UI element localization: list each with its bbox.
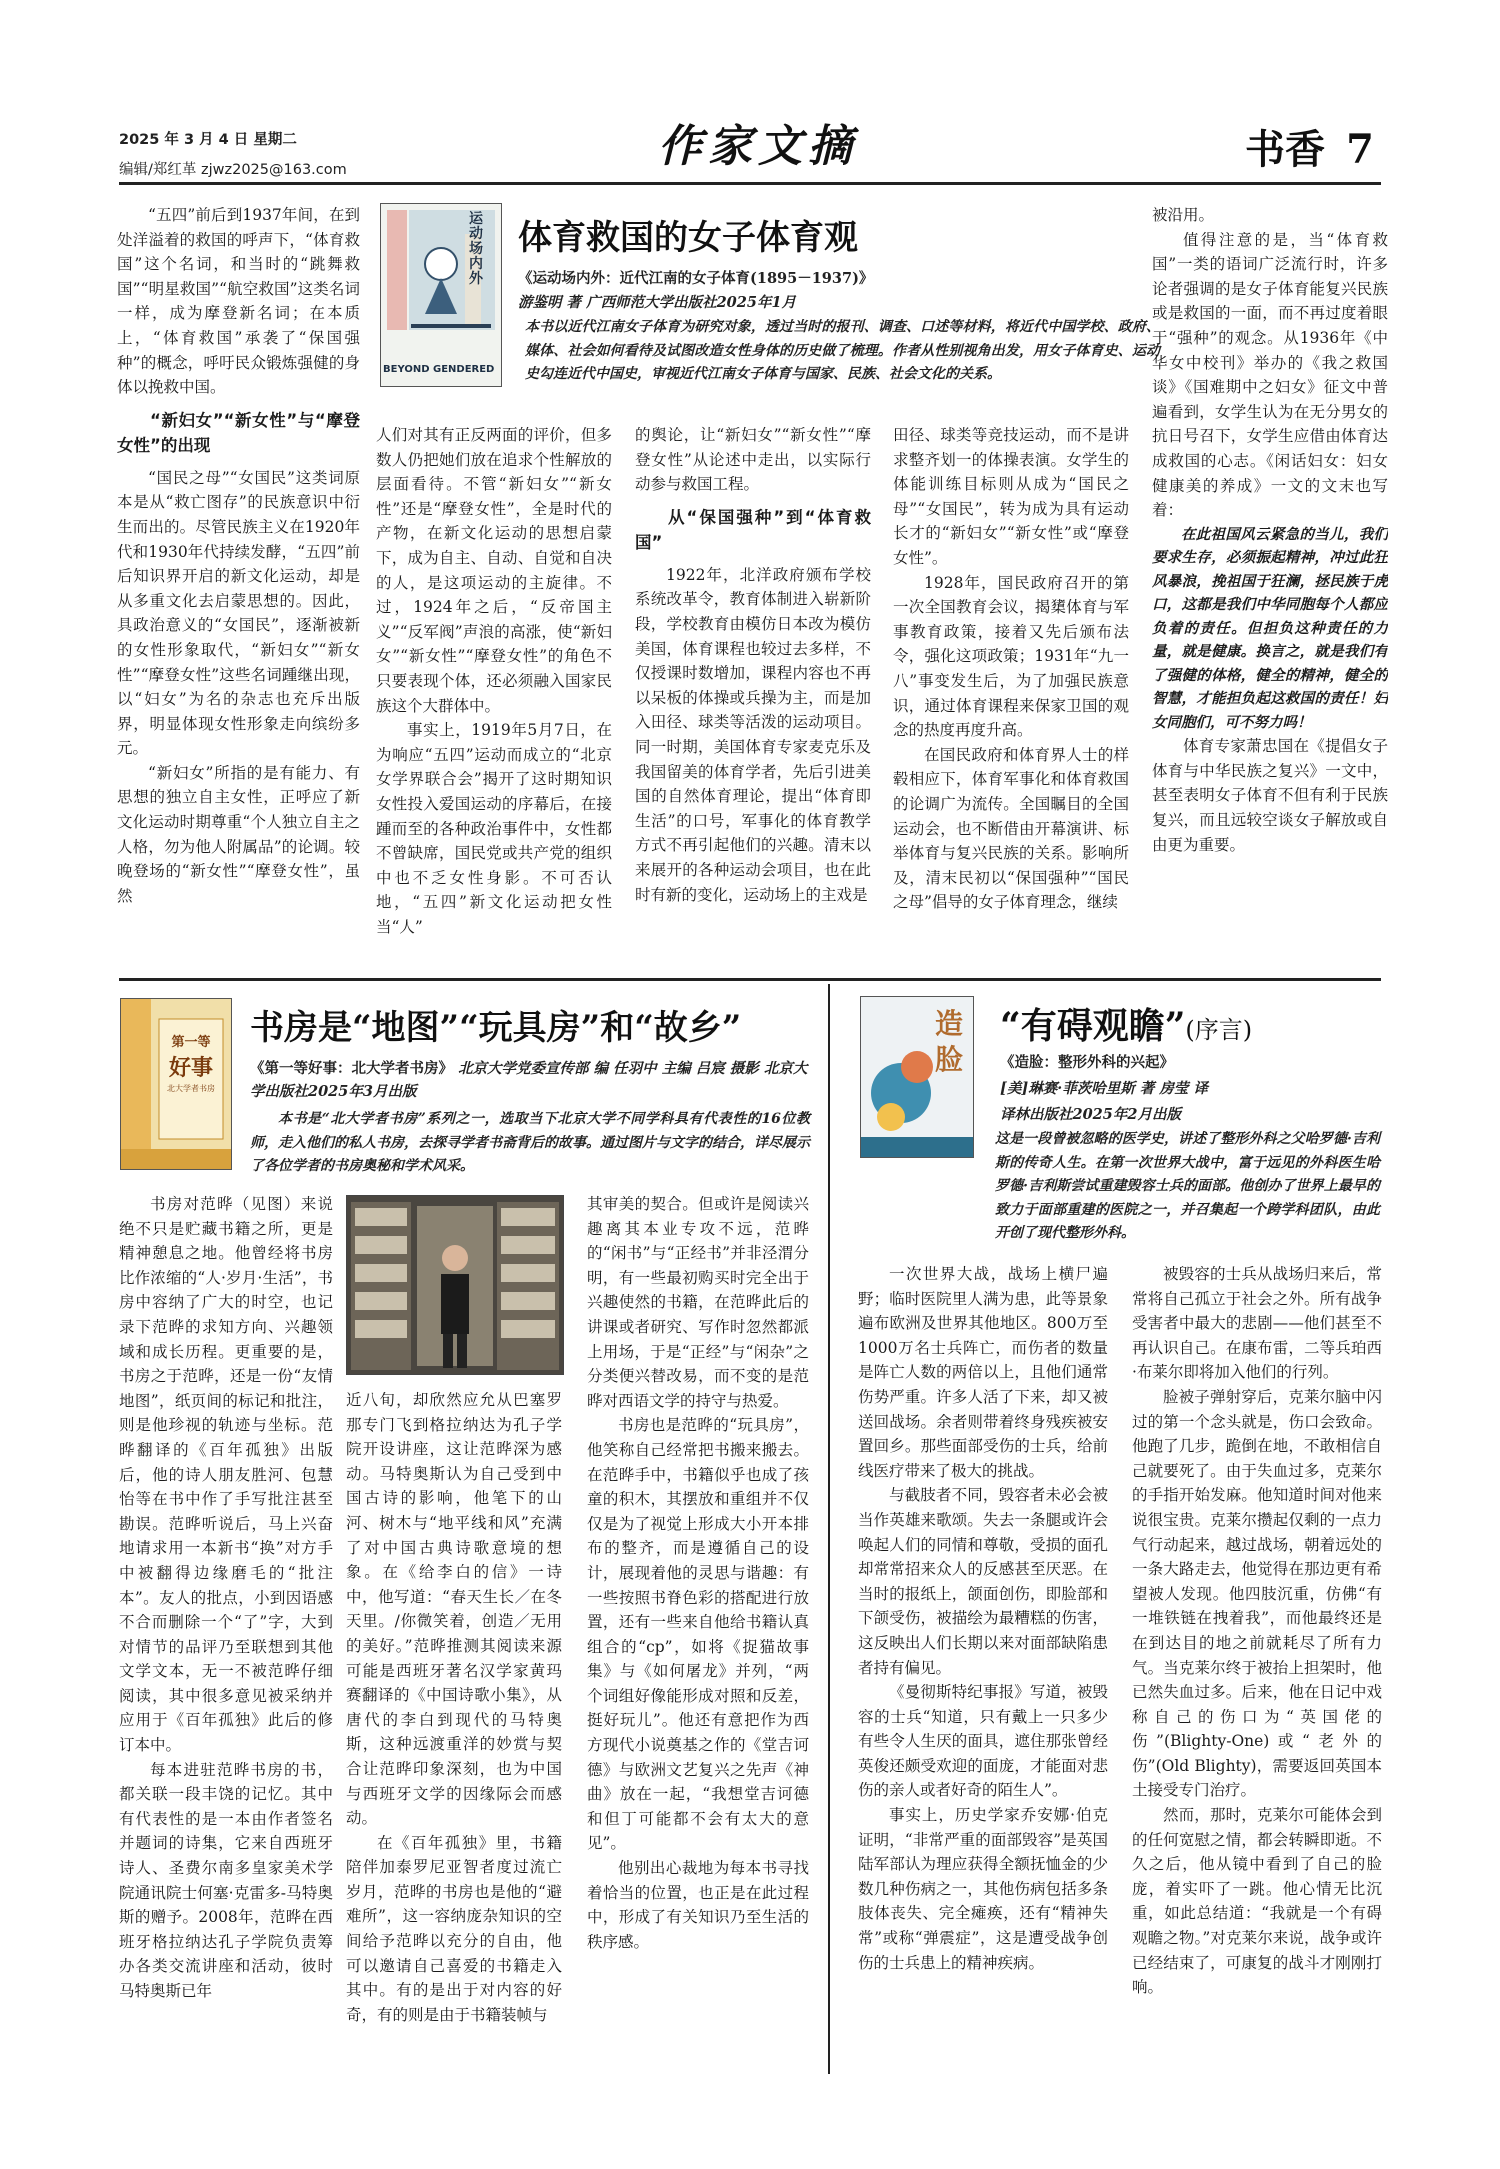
paragraph: 人们对其有正反两面的评价，但多数人仍把她们放在追求个性解放的层面看待。不管“新妇女”“新女性”还是“摩登女性”，全是时代的产物，在新文化运动的思想启蒙下，成为自主、自动、自觉和自决的人，是这项运动的主旋律。不过，1924年之后，“反帝国主义”“反军阀”声浪的高涨，使“新妇女”“新女性”“摩登女性”的角色不只要表现个体，还必须融入国家民族这个大群体中。 (376, 426, 612, 715)
paragraph: 然而，那时，克莱尔可能体会到的任何宽慰之情，都会转瞬即逝。不久之后，他从镜中看到了自己的脸庞，着实吓了一跳。他心情无比沉重，如此总结道：“我就是一个有碍观瞻之物。”对克莱尔来说，战争或许已经结束了，可康复的战斗才刚刚打响。 (1132, 1806, 1382, 1997)
paragraph: 被毁容的士兵从战场归来后，常常将自己孤立于社会之外。所有战争受害者中最大的悲剧——他们甚至不再认识自己。在康布雷，二等兵珀西·布莱尔即将加入他们的行列。 (1132, 1265, 1382, 1382)
paragraph: 田径、球类等竞技运动，而不是讲求整齐划一的体操表演。女学生的体能训练目标则从成为“国民之母”“女国民”，转为成为具有运动长才的“新妇女”“新女性”或“摩登女性”。 (893, 426, 1129, 567)
book-intro (860, 1128, 1380, 1246)
book-author: [美]琳赛·菲茨哈里斯 著 房莹 译 (1000, 1080, 1208, 1097)
vertical-divider (828, 984, 830, 2074)
paragraph: 其审美的契合。但或许是阅读兴趣离其本业专攻不远，范晔的“闲书”与“正经书”并非泾渭分明，有一些最初购买时完全出于兴趣使然的书籍，在范晔此后的讲课或者研究、写作时忽然都派上用场，于是“正经”与“闲杂”之分类便兴替改易，而不变的是范晔对西语文学的持守与热爱。 (587, 1195, 809, 1410)
paragraph: 值得注意的是，当“体育救国”一类的语词广泛流行时，许多论者强调的是女子体育能复兴民族或是救国的一面，而不再过度着眼于“强种”的观念。从1936年《中华女中校刊》举办的《我之救国谈》《国难期中之妇女》征文中普遍看到，女学生认为在无分男女的抗日号召下，女学生应借由体育达成救国的心志。《闲话妇女：妇女健康美的养成》一文的文末也写着： (1152, 230, 1388, 520)
paragraph: “国民之母”“女国民”这类词原本是从“救亡图存”的民族意识中衍生而出的。尽管民族主义在1920年代和1930年代持续发酵，“五四”前后知识界开启的新文化运动，却是从多重文化去启蒙思想的。因此，具政治意义的“女国民”，逐渐被新的女性形象取代，“新妇女”“新女性”“摩登女性”这些名词踵继出现，以“妇女”为名的杂志也充斥出版界，明显体现女性形象走向缤纷多元。 (117, 468, 360, 758)
paragraph: 脸被子弹射穿后，克莱尔脑中闪过的第一个念头就是，伤口会致命。他跑了几步，跪倒在地，不敢相信自己就要死了。由于失血过多，克莱尔的手指开始发麻。他知道时间对他来说很宝贵。克莱尔攒起仅剩的一点力气行动起来，越过战场，朝着远处的一条大路走去，他觉得在那边更有希望被人发现。他四肢沉重，仿佛“有一堆铁链在拽着我”，而他最终还是在到达目的地之前就耗尽了所有力气。当克莱尔终于被抬上担架时，他已然失血过多。后来，他在日记中戏称自己的伤口为“英国佬的伤”(Blighty-One)或“老外的伤”(Old Blighty)，需要返回英国本土接受专门治疗。 (1132, 1387, 1382, 1800)
subheading: 从“保国强种”到“体育救国” (635, 507, 871, 552)
article3-column-1 (858, 1262, 1108, 2072)
paragraph: 近八旬，却欣然应允从巴塞罗那专门飞到格拉纳达为孔子学院开设讲座，这让范晔深为感动。马特奥斯认为自己受到中国古诗的影响，他笔下的山河、树木与“地平线和风”充满了对中国古典诗歌意境的想象。在《给李白的信》一诗中，他写道：“春天生长／在冬天里。/你微笑着，创造／无用的美好。”范晔推测其阅读来源可能是西班牙著名汉学家黄玛赛翻译的《中国诗歌小集》，从唐代的李白到现代的马特奥斯，这种远渡重洋的妙赏与契合让范晔印象深刻，也为中国与西班牙文学的因缘际会而感动。 (346, 1391, 562, 1828)
article1-column-4 (893, 423, 1129, 970)
paragraph: 体育专家萧忠国在《提倡女子体育与中华民族之复兴》一文中，甚至表明女子体育不但有利于民族复兴，而且远较空谈女子解放或自由更为重要。 (1152, 737, 1388, 854)
article2-column-2 (346, 1388, 562, 2072)
paragraph: 的舆论，让“新妇女”“新女性”“摩登女性”从论述中走出，以实际行动参与救国工程。 (635, 426, 871, 494)
cover-subtitle: BEYOND GENDERED (383, 364, 495, 375)
paragraph: 一次世界大战，战场上横尸遍野；临时医院里人满为患，此等景象遍布欧洲及世界其他地区。800万至1000万名士兵阵亡，而伤者的数量是阵亡人数的两倍以上，且他们通常伤势严重。许多人活了下来，却又被送回战场。余者则带着终身残疾被安置回乡。那些面部受伤的士兵，给前线医疗带来了极大的挑战。 (858, 1265, 1108, 1480)
page-number: 7 (1346, 126, 1374, 173)
article2-column-1 (119, 1192, 333, 2072)
quotation: 在此祖国风云紧急的当儿，我们要求生存，必须振起精神，冲过此狂风暴浪，挽祖国于狂澜，拯民族于虎口，这都是我们中华同胞每个人都应负着的责任。但担负这种责任的力量，就是健康。换言之，就是我们有了强健的体格，健全的精神，健全的智慧，才能担负起这救国的责任！妇女同胞们，可不努力吗！ (1152, 525, 1388, 731)
paragraph: 书房也是范晔的“玩具房”，他笑称自己经常把书搬来搬去。在范晔手中，书籍似乎也成了孩童的积木，其摆放和重组并不仅仅是为了视觉上形成大小开本排布的整齐，而是遵循自己的设计，展现着他的灵思与谐趣：有一些按照书脊色彩的搭配进行放置，还有一些来自他给书籍认真组合的“cp”，如将《捉猫故事集》与《如何屠龙》并列，“两个词组好像能形成对照和反差，挺好玩儿”。他还有意把作为西方现代小说奠基之作的《堂吉诃德》与欧洲文艺复兴之先声《神曲》放在一起，“我想堂吉诃德和但丁可能都不会有太大的意见”。 (587, 1416, 809, 1853)
section-header (1245, 118, 1374, 175)
book-intro (385, 316, 1160, 387)
paragraph: 在《百年孤独》里，书籍陪伴加泰罗尼亚智者度过流亡岁月，范晔的书房也是他的“避难所”，这一容纳庞杂知识的空间给予范晔以充分的自由，他可以邀请自己喜爱的书籍走入其中。有的是出于对内容的好奇，有的则是由于书籍装帧与 (346, 1833, 562, 2024)
book-publisher: 译林出版社2025年2月出版 (1000, 1106, 1181, 1123)
article3-column-2 (1132, 1262, 1382, 2072)
bookshelf-photo-icon (347, 1196, 563, 1374)
scholar-photo (346, 1195, 564, 1375)
editor-line: 编辑/郑红革 zjwz2025@163.com (119, 162, 347, 178)
book-title (1000, 1052, 1380, 1075)
book-title: 《运动场内外：近代江南的女子体育(1895－1937)》 (518, 270, 874, 287)
article-title: 书房是“地图”“玩具房”和“故乡” (250, 1008, 742, 1048)
book-intro-text: 本书以近代江南女子体育为研究对象，透过当时的报刊、调查、口述等材料，将近代中国学校、政府、媒体、社会如何看待及试图改造女性身体的历史做了梳理。作者从性别视角出发，用女子体育史、运动史勾连近代中国史，审视近代江南女子体育与国家、民族、社会文化的关系。 (525, 319, 1160, 382)
cover-title: 第一等 (171, 1035, 211, 1050)
paragraph: 1922年，北洋政府颁布学校系统改革令，教育体制进入崭新阶段，学校教育由模仿日本改为模仿美国，体育课程也较过去多样，不仅授课时数增加，课程内容也不再以呆板的体操或兵操为主，而是加入田径、球类等活泼的运动项目。同一时期，美国体育专家麦克乐及我国留美的体育学者，先后引进美国的自然体育理论，提出“体育即生活”的口号，军事化的体育教学方式不再引起他们的兴趣。清末以来展开的各种运动会项目，也在此时有新的变化，运动场上的主戏是 (635, 565, 871, 904)
article2-column-3 (587, 1192, 809, 2072)
paragraph: 在国民政府和体育界人士的样毂相应下，体育军事化和体育救国的论调广为流传。全国瞩目的全国运动会，也不断借由开幕演讲、标举体育与复兴民族的关系。影响所及，清末民初以“保国强种”“国民之母”倡导的女子体育理念，继续 (893, 745, 1129, 912)
header-rule (119, 182, 1381, 185)
paragraph: 《曼彻斯特纪事报》写道，被毁容的士兵“知道，只有戴上一只多少有些令人生厌的面具，遮住那张曾经英俊还颇受欢迎的面庞，才能面对悲伤的亲人或者好奇的陌生人”。 (858, 1683, 1108, 1800)
issue-date: 2025 年 3 月 4 日 星期二 (119, 132, 297, 148)
article-title: 体育救国的女子体育观 (518, 218, 858, 258)
cover-subtitle: 北大学者书房 (167, 1084, 215, 1093)
paragraph: 他别出心裁地为每本书寻找着恰当的位置，也正是在此过程中，形成了有关知识乃至生活的秩序感。 (587, 1859, 809, 1951)
book-intro (250, 1108, 810, 1179)
paragraph: 1928年，国民政府召开的第一次全国教育会议，揭橥体育与军事教育政策，接着又先后颁布法令，强化这项政策；1931年“九一八”事变发生后，为了加强民族意识，通过体育课程来保家卫国的观念的热度再度升高。 (893, 573, 1129, 740)
article-title (1000, 998, 1252, 1049)
article1-column-3 (635, 423, 871, 970)
paragraph: 事实上，历史学家乔安娜·伯克证明，“非常严重的面部毁容”是英国陆军部认为理应获得全额抚恤金的少数几种伤病之一，其他伤病包括多条肢体丧失、完全瘫痪，还有“精神失常”或称“弹震症”，这是遭受战争创伤的士兵患上的精神疾病。 (858, 1806, 1108, 1972)
article-title-main: “有碍观瞻” (1000, 1005, 1186, 1047)
masthead: 作家文摘 (658, 121, 858, 172)
book-cover-study (120, 998, 232, 1170)
book-author: 游鉴明 著 广西师范大学出版社2025年1月 (518, 294, 797, 311)
cover-title-2: 脸 (935, 1043, 964, 1076)
article1-column-5 (1152, 203, 1388, 970)
section-name: 书香 (1245, 126, 1325, 173)
cover-title: 运动场内外 (469, 211, 483, 287)
book-info (518, 268, 1158, 291)
book-intro-text: 这是一段曾被忽略的医学史，讲述了整形外科之父哈罗德·吉利斯的传奇人生。在第一次世界大战中，富于远见的外科医生哈罗德·吉利斯尝试重建毁容士兵的面部。他创办了世界上最早的致力于面部重建的医院之一，并召集起一个跨学科团队，由此开创了现代整形外科。 (995, 1131, 1380, 1241)
paragraph: 被沿用。 (1152, 206, 1215, 224)
paragraph: 书房对范晔（见图）来说绝不只是贮藏书籍之所，更是精神憩息之地。他曾经将书房比作浓缩的“人·岁月·生活”，书房中容纳了广大的时空，也记录下范晔的求知方向、兴趣领域和成长历程。更重要的是，书房之于范晔，还是一份“友情地图”，纸页间的标记和批注，则是他珍视的轨迹与坐标。范晔翻译的《百年孤独》出版后，他的诗人朋友胜河、包慧怡等在书中作了手写批注甚至勘误。范晔听说后，马上兴奋地请求用一本新书“换”对方手中被翻得边缘磨毛的“批注本”。友人的批点，小到因语感不合而删除一个“了”字，大到对情节的品评乃至联想到其他文学文本，无一不被范晔仔细阅读，其中很多意见被采纳并应用于《百年孤独》此后的修订本中。 (119, 1195, 333, 1755)
cover-title-2: 好事 (168, 1055, 213, 1081)
paragraph: “新妇女”所指的是有能力、有思想的独立自主女性，正呼应了新文化运动时期尊重“个人独立自主之人格，勿为他人附属品”的论调。较晚登场的“新女性”“摩登女性”，虽然 (117, 763, 360, 905)
section-divider (119, 978, 1381, 981)
subheading: “新妇女”“新女性”与“摩登女性”的出现 (117, 410, 360, 455)
paragraph: “五四”前后到1937年间，在到处洋溢着的救国的呼声下，“体育救国”这个名词，和当时的“跳舞救国”“明星救国”“航空救国”这类名词一样，成为摩登新名词；在本质上，“体育救国”承袭了“保国强种”的概念，呼吁民众锻炼强健的身体以挽救中国。 (117, 206, 360, 397)
book-title-text: 《造脸：整形外科的兴起》 (1000, 1054, 1174, 1071)
cover-title: 造 (935, 1007, 964, 1040)
paragraph: 事实上，1919年5月7日，在为响应“五四”运动而成立的“北京女学界联合会”揭开了这时期知识女性投入爱国运动的序幕后，在接踵而至的各种政治事件中，女性都不曾缺席，国民党或共产党的组织中也不乏女性身影。不可否认地，“五四”新文化运动把女性当“人” (376, 721, 612, 936)
book-author: 北京大学党委宣传部 编 任羽中 主编 吕宸 摄影 北京大学出版社2025年3月出版 (250, 1060, 808, 1100)
paragraph: 与截肢者不同，毁容者未必会被当作英雄来歌颂。失去一条腿或许会唤起人们的同情和尊敬，受损的面孔却常常招来众人的反感甚至厌恶。在当时的报纸上，颌面创伤，即脸部和下颌受伤，被描绘为最糟糕的伤害，这反映出人们长期以来对面部缺陷患者持有偏见。 (858, 1486, 1108, 1677)
article-title-suffix: (序言) (1185, 1016, 1253, 1044)
book-intro-text: 本书是“北大学者书房”系列之一，选取当下北京大学不同学科具有代表性的16位教师，走入他们的私人书房，去探寻学者书斋背后的故事。通过图片与文字的结合，详尽展示了各位学者的书房奥秘和学术风采。 (250, 1111, 810, 1174)
article1-column-1 (117, 203, 360, 970)
book-info (250, 1058, 810, 1103)
book-title: 《第一等好事：北大学者书房》 (250, 1060, 453, 1077)
paragraph: 每本进驻范晔书房的书，都关联一段丰饶的记忆。其中有代表性的是一本由作者签名并题词的诗集，它来自西班牙诗人、圣费尔南多皇家美术学院通讯院士何塞·克雷多-马特奥斯的赠予。2008年，范晔在西班牙格拉纳达孔子学院负责筹办各类交流讲座和活动，彼时马特奥斯已年 (119, 1760, 333, 2000)
article1-column-2 (376, 423, 612, 970)
